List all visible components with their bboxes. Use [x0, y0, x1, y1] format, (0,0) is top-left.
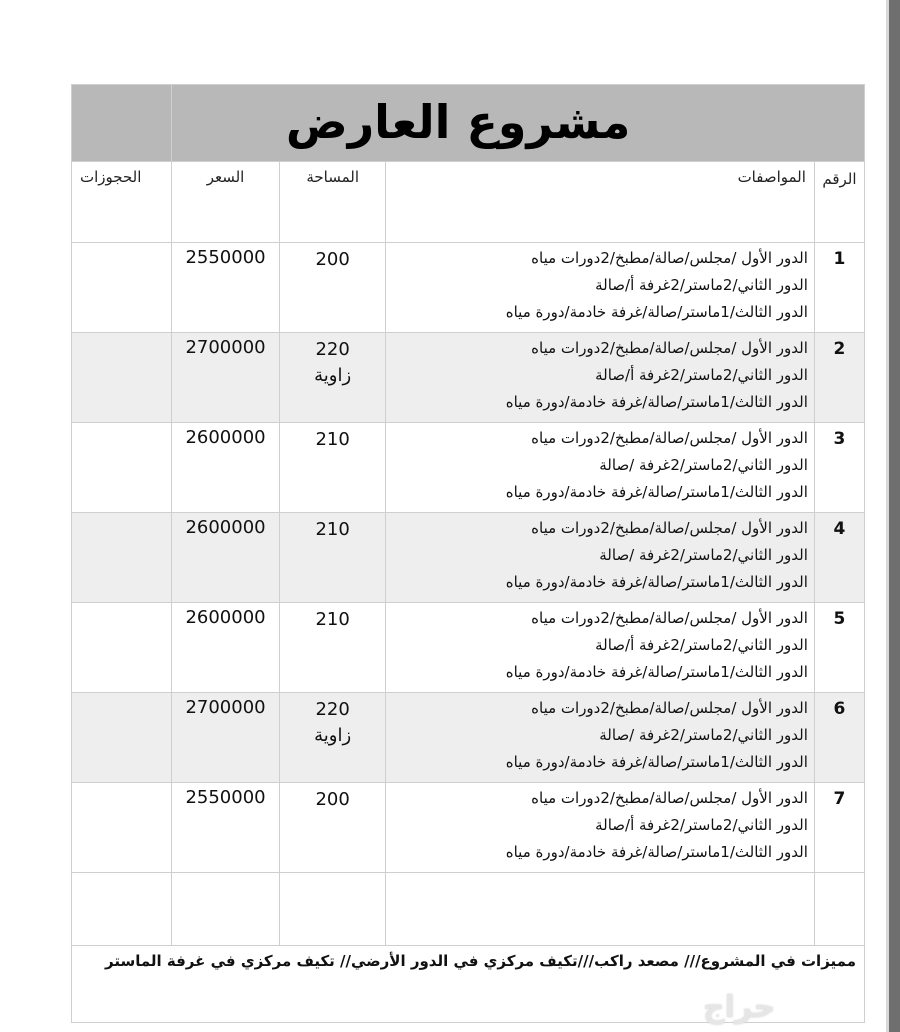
watermark-logo: حراج [703, 990, 776, 1025]
description-line: الدور الأول /مجلس/صالة/مطبخ/2دورات مياه [531, 249, 808, 267]
header-price: السعر [172, 162, 280, 243]
row-description [386, 783, 814, 873]
row-area [279, 693, 386, 783]
row-price: 2700000 [172, 333, 280, 423]
area-value: 200 [315, 249, 350, 270]
area-note: زاوية [314, 365, 352, 386]
area-value: 220 [315, 699, 350, 720]
row-area [279, 603, 386, 693]
row-area [279, 423, 386, 513]
empty-cell [72, 873, 172, 946]
description-line: الدور الأول /مجلس/صالة/مطبخ/2دورات مياه [531, 429, 808, 447]
description-line: الدور الثالث/1ماستر/صالة/غرفة خادمة/دورة مياه [505, 483, 808, 501]
empty-cell [279, 873, 386, 946]
header-number: الرقم [814, 162, 864, 243]
area-value: 220 [315, 339, 350, 360]
project-table [71, 84, 865, 1023]
header-area: المساحة [279, 162, 386, 243]
description-line: الدور الثاني/2ماستر/2غرفة /صالة [599, 456, 808, 474]
row-description [386, 243, 814, 333]
row-reservation [72, 693, 172, 783]
page-edge-dark [889, 0, 900, 1032]
area-value: 210 [315, 429, 350, 450]
description-line: الدور الثاني/2ماستر/2غرفة /صالة [599, 726, 808, 744]
table-body [72, 243, 865, 873]
title-row [72, 85, 865, 162]
description-line: الدور الأول /مجلس/صالة/مطبخ/2دورات مياه [531, 699, 808, 717]
row-reservation [72, 243, 172, 333]
description-line: الدور الثاني/2ماستر/2غرفة أ/صالة [595, 636, 808, 654]
page-title: مشروع العارض [285, 95, 631, 149]
title-side-cell [72, 85, 172, 162]
row-reservation [72, 423, 172, 513]
table-row [72, 333, 865, 423]
row-description [386, 603, 814, 693]
table-row [72, 423, 865, 513]
title-cell [172, 85, 865, 162]
row-description [386, 333, 814, 423]
project-features: مميزات في المشروع/// مصعد راكب///تكيف مركزي في الدور الأرضي// تكيف مركزي في غرفة الماستر [105, 952, 856, 970]
header-reservations: الحجوزات [72, 162, 172, 243]
area-note: زاوية [314, 725, 352, 746]
row-reservation [72, 333, 172, 423]
description-line: الدور الثالث/1ماستر/صالة/غرفة خادمة/دورة مياه [505, 393, 808, 411]
row-number: 6 [814, 693, 864, 783]
row-reservation [72, 783, 172, 873]
description-line: الدور الثالث/1ماستر/صالة/غرفة خادمة/دورة مياه [505, 843, 808, 861]
row-price: 2550000 [172, 783, 280, 873]
description-line: الدور الثاني/2ماستر/2غرفة /صالة [599, 546, 808, 564]
row-area [279, 243, 386, 333]
row-number: 7 [814, 783, 864, 873]
row-number: 3 [814, 423, 864, 513]
row-price: 2600000 [172, 603, 280, 693]
table-row [72, 513, 865, 603]
row-price: 2550000 [172, 243, 280, 333]
description-line: الدور الأول /مجلس/صالة/مطبخ/2دورات مياه [531, 519, 808, 537]
row-area [279, 513, 386, 603]
table-row [72, 783, 865, 873]
empty-cell [814, 873, 864, 946]
description-line: الدور الثالث/1ماستر/صالة/غرفة خادمة/دورة مياه [505, 753, 808, 771]
description-line: الدور الأول /مجلس/صالة/مطبخ/2دورات مياه [531, 789, 808, 807]
row-number: 1 [814, 243, 864, 333]
description-line: الدور الثالث/1ماستر/صالة/غرفة خادمة/دورة مياه [505, 573, 808, 591]
table-row [72, 693, 865, 783]
row-price: 2700000 [172, 693, 280, 783]
row-price: 2600000 [172, 423, 280, 513]
table-row [72, 603, 865, 693]
row-reservation [72, 513, 172, 603]
row-area [279, 783, 386, 873]
row-reservation [72, 603, 172, 693]
row-area [279, 333, 386, 423]
row-number: 2 [814, 333, 864, 423]
description-line: الدور الأول /مجلس/صالة/مطبخ/2دورات مياه [531, 339, 808, 357]
description-line: الدور الثاني/2ماستر/2غرفة أ/صالة [595, 816, 808, 834]
description-line: الدور الثالث/1ماستر/صالة/غرفة خادمة/دورة مياه [505, 303, 808, 321]
description-line: الدور الثاني/2ماستر/2غرفة أ/صالة [595, 276, 808, 294]
row-price: 2600000 [172, 513, 280, 603]
empty-cell [172, 873, 280, 946]
row-number: 5 [814, 603, 864, 693]
area-value: 210 [315, 609, 350, 630]
header-description: المواصفات [386, 162, 814, 243]
row-number: 4 [814, 513, 864, 603]
description-line: الدور الثاني/2ماستر/2غرفة أ/صالة [595, 366, 808, 384]
row-description [386, 513, 814, 603]
empty-cell [386, 873, 814, 946]
area-value: 210 [315, 519, 350, 540]
row-description [386, 693, 814, 783]
table-row [72, 243, 865, 333]
description-line: الدور الأول /مجلس/صالة/مطبخ/2دورات مياه [531, 609, 808, 627]
header-row [72, 162, 865, 243]
area-value: 200 [315, 789, 350, 810]
empty-row [72, 873, 865, 946]
description-line: الدور الثالث/1ماستر/صالة/غرفة خادمة/دورة مياه [505, 663, 808, 681]
row-description [386, 423, 814, 513]
